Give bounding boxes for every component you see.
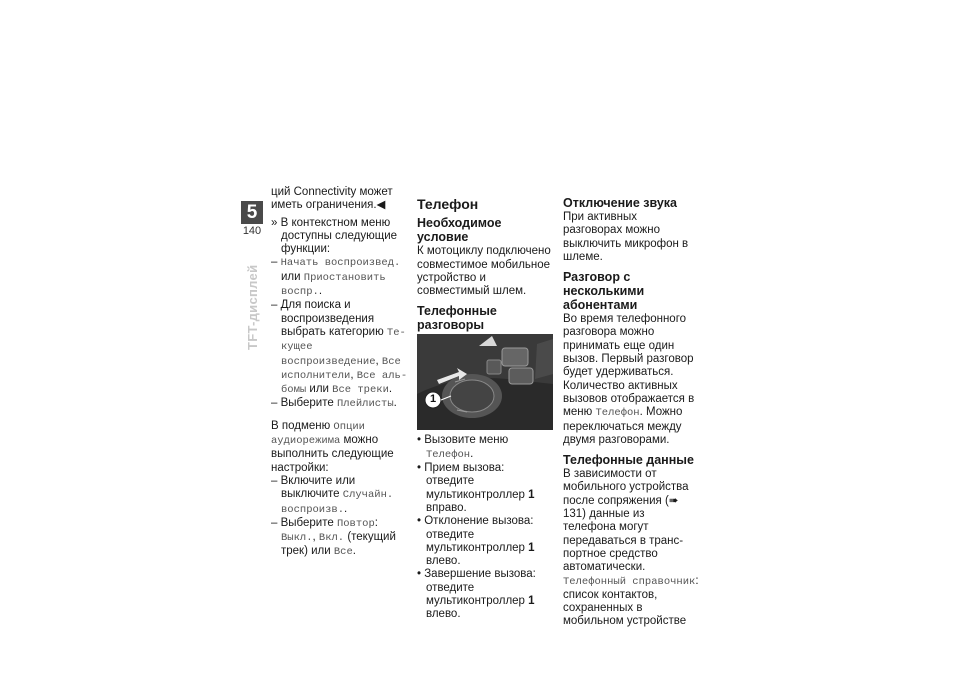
phone-data-text	[563, 468, 699, 574]
text-fragment: .	[393, 397, 397, 410]
bullet-call-menu: • Вызовите меню Телефон.	[417, 434, 509, 461]
text-fragment: Для поиска и воспроизведения выбрать категорию	[280, 299, 387, 338]
text-fragment: Во время телефонного разговора можно принимать еще один вызов. Первый разговор будет удерживаться. Количество активных вызовов отображается в меню	[563, 313, 695, 419]
text-fragment: .	[318, 285, 323, 298]
heading-phone-data: Телефонные данные	[563, 453, 694, 468]
menu-term: Повтор	[336, 517, 375, 530]
text-fragment: Вызовите меню	[424, 434, 509, 447]
column-1	[271, 186, 409, 560]
handlebar-controller-image	[417, 334, 553, 430]
text-fragment: .	[352, 545, 356, 558]
text-fragment: :	[374, 516, 378, 529]
bullet-reject-call: • Отклонение вызова: отведите мультиконтроллер 1 влево.	[417, 515, 535, 568]
menu-term: Начать воспроизвед.	[280, 257, 401, 270]
column-2	[417, 198, 553, 622]
section-title: Телефон	[417, 196, 479, 212]
dash-item-repeat: – Выберите Повтор: Выкл., Вкл. (текущий трек) или Все.	[271, 516, 396, 559]
dash-item-shuffle: – Включите или выключите Случайн. воспроизв..	[271, 474, 394, 516]
text-fragment: Включите или выключите	[280, 474, 356, 501]
text-fragment: вправо.	[426, 501, 467, 514]
menu-term: Все альбомы	[281, 369, 408, 397]
menu-term: Вкл.	[318, 532, 345, 545]
text-fragment: Отклонение вызова: отведите мультиконтроллер	[424, 515, 534, 554]
menu-term: Телефонный справочник	[563, 575, 696, 588]
text-fragment: Выберите	[280, 397, 337, 410]
menu-term: Плейлисты	[336, 398, 394, 411]
heading-prerequisite: Необходимое условие	[417, 216, 502, 245]
heading-mute: Отключение звука	[563, 196, 678, 210]
context-menu-item: » В контекстном меню доступны следующие функции:	[271, 216, 398, 256]
controller-ref: 1	[528, 595, 535, 608]
text-fragment: Завершение вызова: отведите мультиконтроллер	[424, 568, 536, 608]
text-fragment: Прием вызова: отведите мультиконтроллер	[424, 462, 529, 501]
text-fragment: .	[388, 383, 393, 396]
intro-text: ций Connectivity может иметь ограничения.◀	[271, 186, 393, 212]
multiparty-text	[563, 313, 699, 447]
menu-term: Все	[333, 546, 353, 559]
mute-text: При активных разговорах можно выключить микрофон в шлеме.	[563, 211, 689, 263]
controller-ref: 1	[528, 488, 535, 501]
text-fragment: влево.	[426, 555, 461, 568]
text-fragment: или	[306, 383, 333, 396]
text-fragment: ,	[375, 354, 382, 367]
controller-ref: 1	[528, 541, 535, 554]
text-fragment: В подменю	[271, 419, 334, 432]
chapter-number: 5	[241, 201, 263, 224]
text-fragment: можно выполнить следующие настройки:	[271, 434, 394, 474]
dash-item-playlists: – Выберите Плейлисты.	[271, 397, 397, 411]
page-number: 140	[242, 225, 262, 237]
menu-term: Все треки	[332, 384, 389, 397]
text-fragment: ,	[350, 368, 357, 381]
bullet-end-call: • Завершение вызова: отведите мультиконтроллер 1 влево.	[417, 568, 536, 621]
menu-term: Случайн. воспроизв.	[281, 489, 394, 516]
figure-callout-label: 1	[429, 393, 437, 406]
heading-phone-calls: Телефонные разговоры	[417, 304, 497, 333]
submenu-paragraph	[271, 420, 409, 475]
menu-term: Телефон	[595, 407, 640, 420]
menu-term: Опции аудиорежима	[271, 420, 365, 448]
chapter-side-title: TFT-дисплей	[245, 264, 260, 350]
page-reference: 131) данные из телефона могут передаваться в транспортное средство автоматически.	[563, 508, 684, 574]
heading-multiparty: Разговор с несколькими абонентами	[563, 270, 645, 313]
text-fragment: ,	[312, 531, 319, 544]
menu-term: Все исполнители	[281, 355, 401, 382]
menu-term: Выкл.	[281, 532, 313, 545]
menu-term: Текущее воспроизведение	[281, 326, 406, 368]
column-3	[563, 196, 699, 629]
bullet-accept-call: • Прием вызова: отведите мультиконтроллер 1 вправо.	[417, 462, 535, 514]
text-fragment: Выберите	[280, 516, 337, 529]
phonebook-text	[563, 575, 699, 629]
text-fragment: : список контактов, сохраненных в мобильном устройстве	[563, 574, 699, 628]
menu-term: Телефон	[426, 448, 471, 461]
text-fragment: (текущий трек) или	[281, 531, 396, 558]
dash-item-play: – Начать воспроизвед. или Приостановить воспр..	[271, 256, 401, 299]
text-fragment: .	[344, 502, 348, 515]
prerequisite-text: К мотоциклу подключено совместимое мобильное устройство и совместимый шлем.	[417, 245, 551, 298]
text-fragment: влево.	[426, 608, 461, 621]
text-fragment: . Можно переключаться между двумя разговорами.	[563, 406, 683, 446]
menu-term: Приостановить воспр.	[281, 271, 386, 299]
page-ref-arrow-icon: ➠	[668, 494, 679, 507]
text-fragment: .	[470, 447, 474, 460]
dash-item-search: – Для поиска и воспроизведения выбрать категорию Текущее воспроизведение, Все исполнители, Все альбомы или Все треки.	[271, 299, 408, 397]
text-fragment: или	[281, 270, 304, 283]
text-fragment: В зависимости от мобильного устройства после сопряжения (	[563, 468, 689, 507]
